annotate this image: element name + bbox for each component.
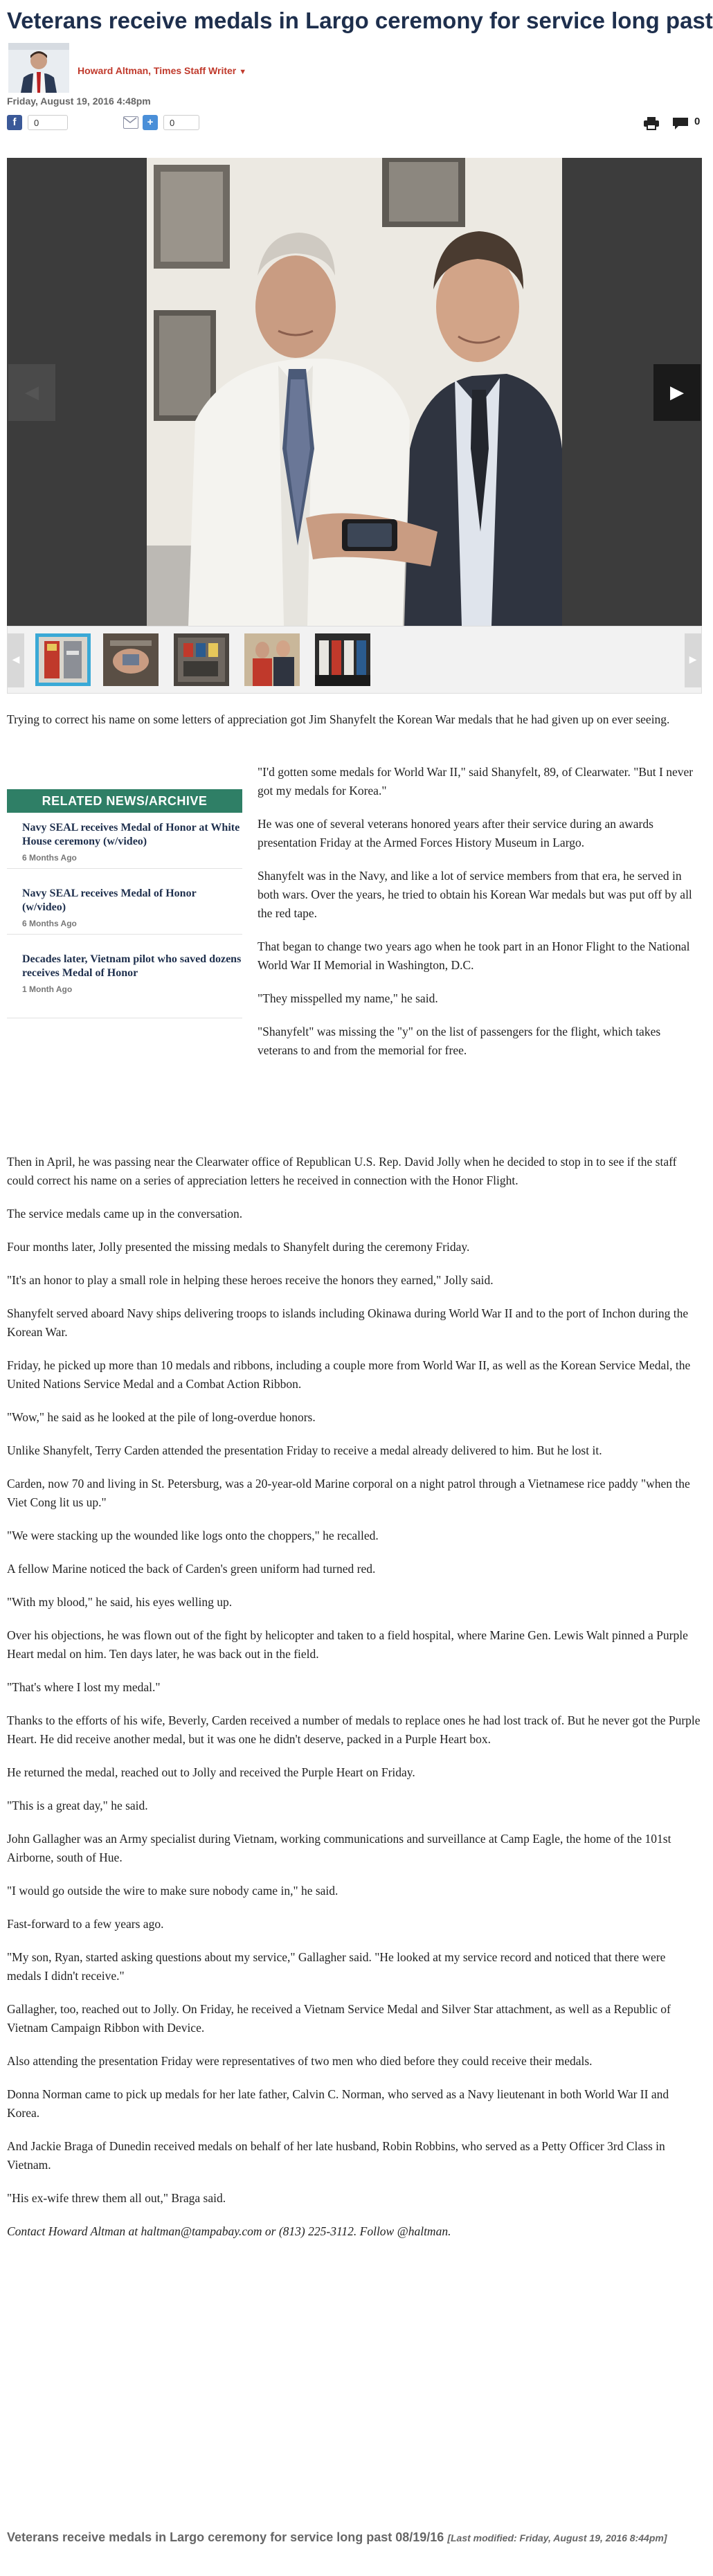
article-paragraph: "Wow," he said as he looked at the pile of long-overdue honors. [7,1410,316,1424]
article-paragraph: Carden, now 70 and living in St. Petersburg, was a 20-year-old Marine corporal on a night patrol through a Vietnamese rice paddy "when the Viet Cong lit us up." [7,1477,690,1509]
article-paragraph: "We were stacking up the wounded like logs onto the choppers," he recalled. [7,1529,379,1542]
article-headline: Veterans receive medals in Largo ceremony for service long past [7,8,713,33]
footer-title: Veterans receive medals in Largo ceremony for service long past 08/19/16 [7,2530,444,2544]
related-news-time: 6 Months Ago [22,919,77,928]
article-paragraph: Friday, he picked up more than 10 medals and ribbons, including a couple more from World War II, as well as the Korean Service Medal, the United Nations Service Medal and a Combat Action Ribbon. [7,1358,691,1391]
gallery-thumbnail[interactable] [315,633,370,686]
article-paragraph: "That's where I lost my medal." [7,1680,161,1694]
chevron-down-icon[interactable]: ▼ [239,68,247,76]
author-contact: Contact Howard Altman at haltman@tampabay.com or (813) 225-3112. Follow @haltman. [7,2224,451,2238]
article-paragraph: Fast-forward to a few years ago. [7,1917,164,1931]
byline [7,43,702,98]
gallery-thumbnail[interactable] [35,633,91,686]
facebook-icon[interactable]: f [7,115,22,130]
print-icon[interactable] [642,116,660,130]
thumbnail-next-button[interactable]: ▶ [685,633,701,687]
article-paragraph: "Shanyfelt" was missing the "y" on the list of passengers for the flight, which takes veterans to and from the memorial for free. [258,1025,661,1057]
article-body-column [258,763,702,1074]
gallery-next-button[interactable]: ▶ [653,364,701,421]
article-paragraph: Unlike Shanyfelt, Terry Carden attended the presentation Friday to receive a medal already delivered to him. But he lost it. [7,1443,602,1457]
article-footer [7,2528,702,2547]
related-news-item [7,813,242,869]
article-paragraph: He was one of several veterans honored years after their service during an awards presentation Friday at the Armed Forces History Museum in Largo. [258,817,653,849]
article-paragraph: "I'd gotten some medals for World War II," said Shanyfelt, 89, of Clearwater. "But I never got my medals for Korea." [258,765,694,798]
article-paragraph: "His ex-wife threw them all out," Braga said. [7,2191,226,2205]
gallery-prev-button[interactable]: ◀ [8,364,55,421]
article-paragraph: Gallagher, too, reached out to Jolly. On Friday, he received a Vietnam Service Medal and Silver Star attachment, as well as a Republic of Vietnam Campaign Ribbon with Device. [7,2002,671,2035]
article-paragraph: Also attending the presentation Friday were representatives of two men who died before they could receive their medals. [7,2054,593,2068]
article-paragraph: "It's an honor to play a small role in helping these heroes receive the honors they earned," Jolly said. [7,1273,494,1287]
article-paragraph: The service medals came up in the conversation. [7,1207,243,1221]
share-plus-icon[interactable]: + [143,115,158,130]
article-paragraph: Four months later, Jolly presented the missing medals to Shanyfelt during the ceremony Friday. [7,1240,470,1254]
article-dateline: Friday, August 19, 2016 4:48pm [7,96,151,107]
email-icon[interactable] [123,116,138,129]
footer-last-modified: [Last modified: Friday, August 19, 2016 8:44pm] [447,2532,667,2543]
comment-count[interactable]: 0 [694,116,701,127]
gallery-thumbnail[interactable] [103,633,159,686]
article-paragraph: "They misspelled my name," he said. [258,991,438,1005]
article-paragraph: "With my blood," he said, his eyes welling up. [7,1595,233,1609]
article-paragraph: Donna Norman came to pick up medals for her late father, Calvin C. Norman, who served as a Navy lieutenant in both World War II and Korea. [7,2087,669,2120]
share-plus-count: 0 [163,115,199,130]
facebook-share-count: 0 [28,115,68,130]
gallery-thumbnail[interactable] [244,633,300,686]
article-paragraph: Thanks to the efforts of his wife, Beverly, Carden received a number of medals to replace ones he had lost track of. But he never got the Purple Heart. He did receive another medal, but it was one he didn't deserve, packed in a Purple Heart box. [7,1713,701,1746]
related-news-time: 1 Month Ago [22,984,73,994]
article-lede: Trying to correct his name on some letters of appreciation got Jim Shanyfelt the Korean War medals that he had given up on ever seeing. [7,712,670,726]
article-paragraph: Then in April, he was passing near the Clearwater office of Republican U.S. Rep. David Jolly when he decided to stop in to see if the staff could correct his name on a series of appreciation letters he received in connection with the Honor Flight. [7,1155,677,1187]
article-paragraph: He returned the medal, reached out to Jolly and received the Purple Heart on Friday. [7,1765,415,1779]
gallery-thumbnail-strip [7,626,702,694]
article-paragraph: John Gallagher was an Army specialist during Vietnam, working communications and surveillance at Camp Eagle, the home of the 101st Airborne, south of Hue. [7,1832,671,1864]
comment-icon[interactable] [671,116,689,130]
gallery-main-photo[interactable] [147,158,562,626]
article-body [7,1153,702,2255]
author-link[interactable]: Howard Altman, Times Staff Writer ▼ [78,65,247,76]
photo-gallery [7,158,702,665]
thumbnail-prev-button[interactable]: ◀ [8,633,24,687]
related-news-link[interactable]: Navy SEAL receives Medal of Honor (w/video) [22,888,197,913]
related-news-header: RELATED NEWS/ARCHIVE [7,789,242,813]
article-paragraph: Over his objections, he was flown out of the fight by helicopter and taken to a field hospital, where Marine Gen. Lewis Walt pinned a Purple Heart medal on him. Ten days later, he was back out in the field. [7,1628,688,1661]
share-bar [7,115,702,133]
related-news-link[interactable]: Decades later, Vietnam pilot who saved dozens receives Medal of Honor [22,953,242,979]
related-news-box [7,789,242,1018]
related-news-time: 6 Months Ago [22,853,77,863]
article-paragraph: Shanyfelt served aboard Navy ships delivering troops to islands including Okinawa during World War II and to the port of Inchon during the Korean War. [7,1306,689,1339]
article-paragraph: A fellow Marine noticed the back of Carden's green uniform had turned red. [7,1562,376,1576]
related-news-link[interactable]: Navy SEAL receives Medal of Honor at White House ceremony (w/video) [22,822,240,847]
article-paragraph: That began to change two years ago when he took part in an Honor Flight to the National World War II Memorial in Washington, D.C. [258,939,690,972]
author-avatar[interactable] [8,43,69,93]
article-paragraph: "I would go outside the wire to make sure nobody came in," he said. [7,1884,339,1898]
related-news-item [7,935,242,1018]
related-news-item [7,869,242,935]
article-paragraph: Shanyfelt was in the Navy, and like a lot of service members from that era, he served in both wars. Over the years, he tried to obtain his Korean War medals but was put off by all the red tape. [258,869,692,920]
article-paragraph: "My son, Ryan, started asking questions about my service," Gallagher said. "He looked at my service record and noticed that there were medals I didn't receive." [7,1950,666,1983]
article-paragraph: And Jackie Braga of Dunedin received medals on behalf of her late husband, Robin Robbins, who served as a Petty Officer 3rd Class in Vietnam. [7,2139,665,2172]
gallery-thumbnail[interactable] [174,633,229,686]
article-paragraph: "This is a great day," he said. [7,1799,148,1812]
